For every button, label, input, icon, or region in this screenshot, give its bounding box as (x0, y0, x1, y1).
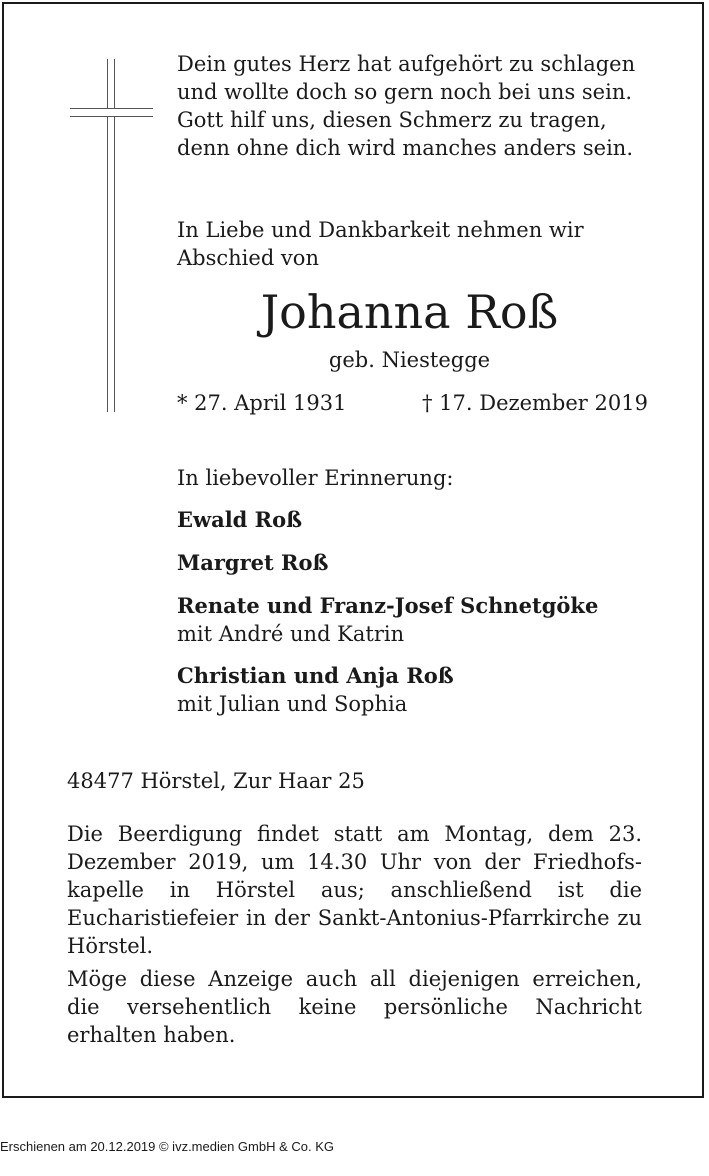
mourner-3-name: Renate und Franz-Josef Schnetgöke (177, 593, 599, 618)
memory-heading: In liebevoller Erinnerung: (177, 466, 454, 490)
intro-line-2: Abschied von (177, 246, 319, 270)
funeral-text: Die Beerdigung findet statt am Montag, dem 23. Dezember 2019, um 14.30 Uhr von der Friedhofskapelle in Hörstel aus; anschließend ist die Eucharistiefeier in der Sankt-Antonius-Pfarrkirche zu Hörstel. (67, 822, 642, 958)
mourner-1-name: Ewald Roß (177, 507, 303, 532)
poem-line-1: Dein gutes Herz hat aufgehört zu schlagen (177, 52, 636, 76)
notice-text: Möge diese Anzeige auch all diejenigen erreichen, die versehentlich keine persönliche Nachricht erhalten haben. (67, 967, 642, 1047)
mourner-4-sub: mit Julian und Sophia (177, 692, 408, 716)
poem-line-3: Gott hilf uns, diesen Schmerz zu tragen, (177, 108, 607, 132)
poem-line-4: denn ohne dich wird manches anders sein. (177, 136, 634, 160)
footer-credit: Erschienen am 20.12.2019 © ivz.medien GmbH & Co. KG (0, 1139, 335, 1154)
deceased-name: Johanna Roß (260, 285, 559, 339)
birth-name: geb. Niestegge (328, 348, 491, 372)
intro-line-1: In Liebe und Dankbarkeit nehmen wir (177, 218, 584, 242)
cross-join (108, 109, 114, 116)
death-date: † 17. Dezember 2019 (422, 391, 648, 415)
mourner-3-sub: mit André und Katrin (177, 622, 405, 646)
poem-line-2: und wollte doch so gern noch bei uns sein. (177, 80, 633, 104)
mourner-4-name: Christian und Anja Roß (177, 663, 454, 688)
address: 48477 Hörstel, Zur Haar 25 (67, 769, 365, 793)
birth-date: * 27. April 1931 (177, 391, 347, 415)
mourner-2-name: Margret Roß (177, 550, 329, 575)
